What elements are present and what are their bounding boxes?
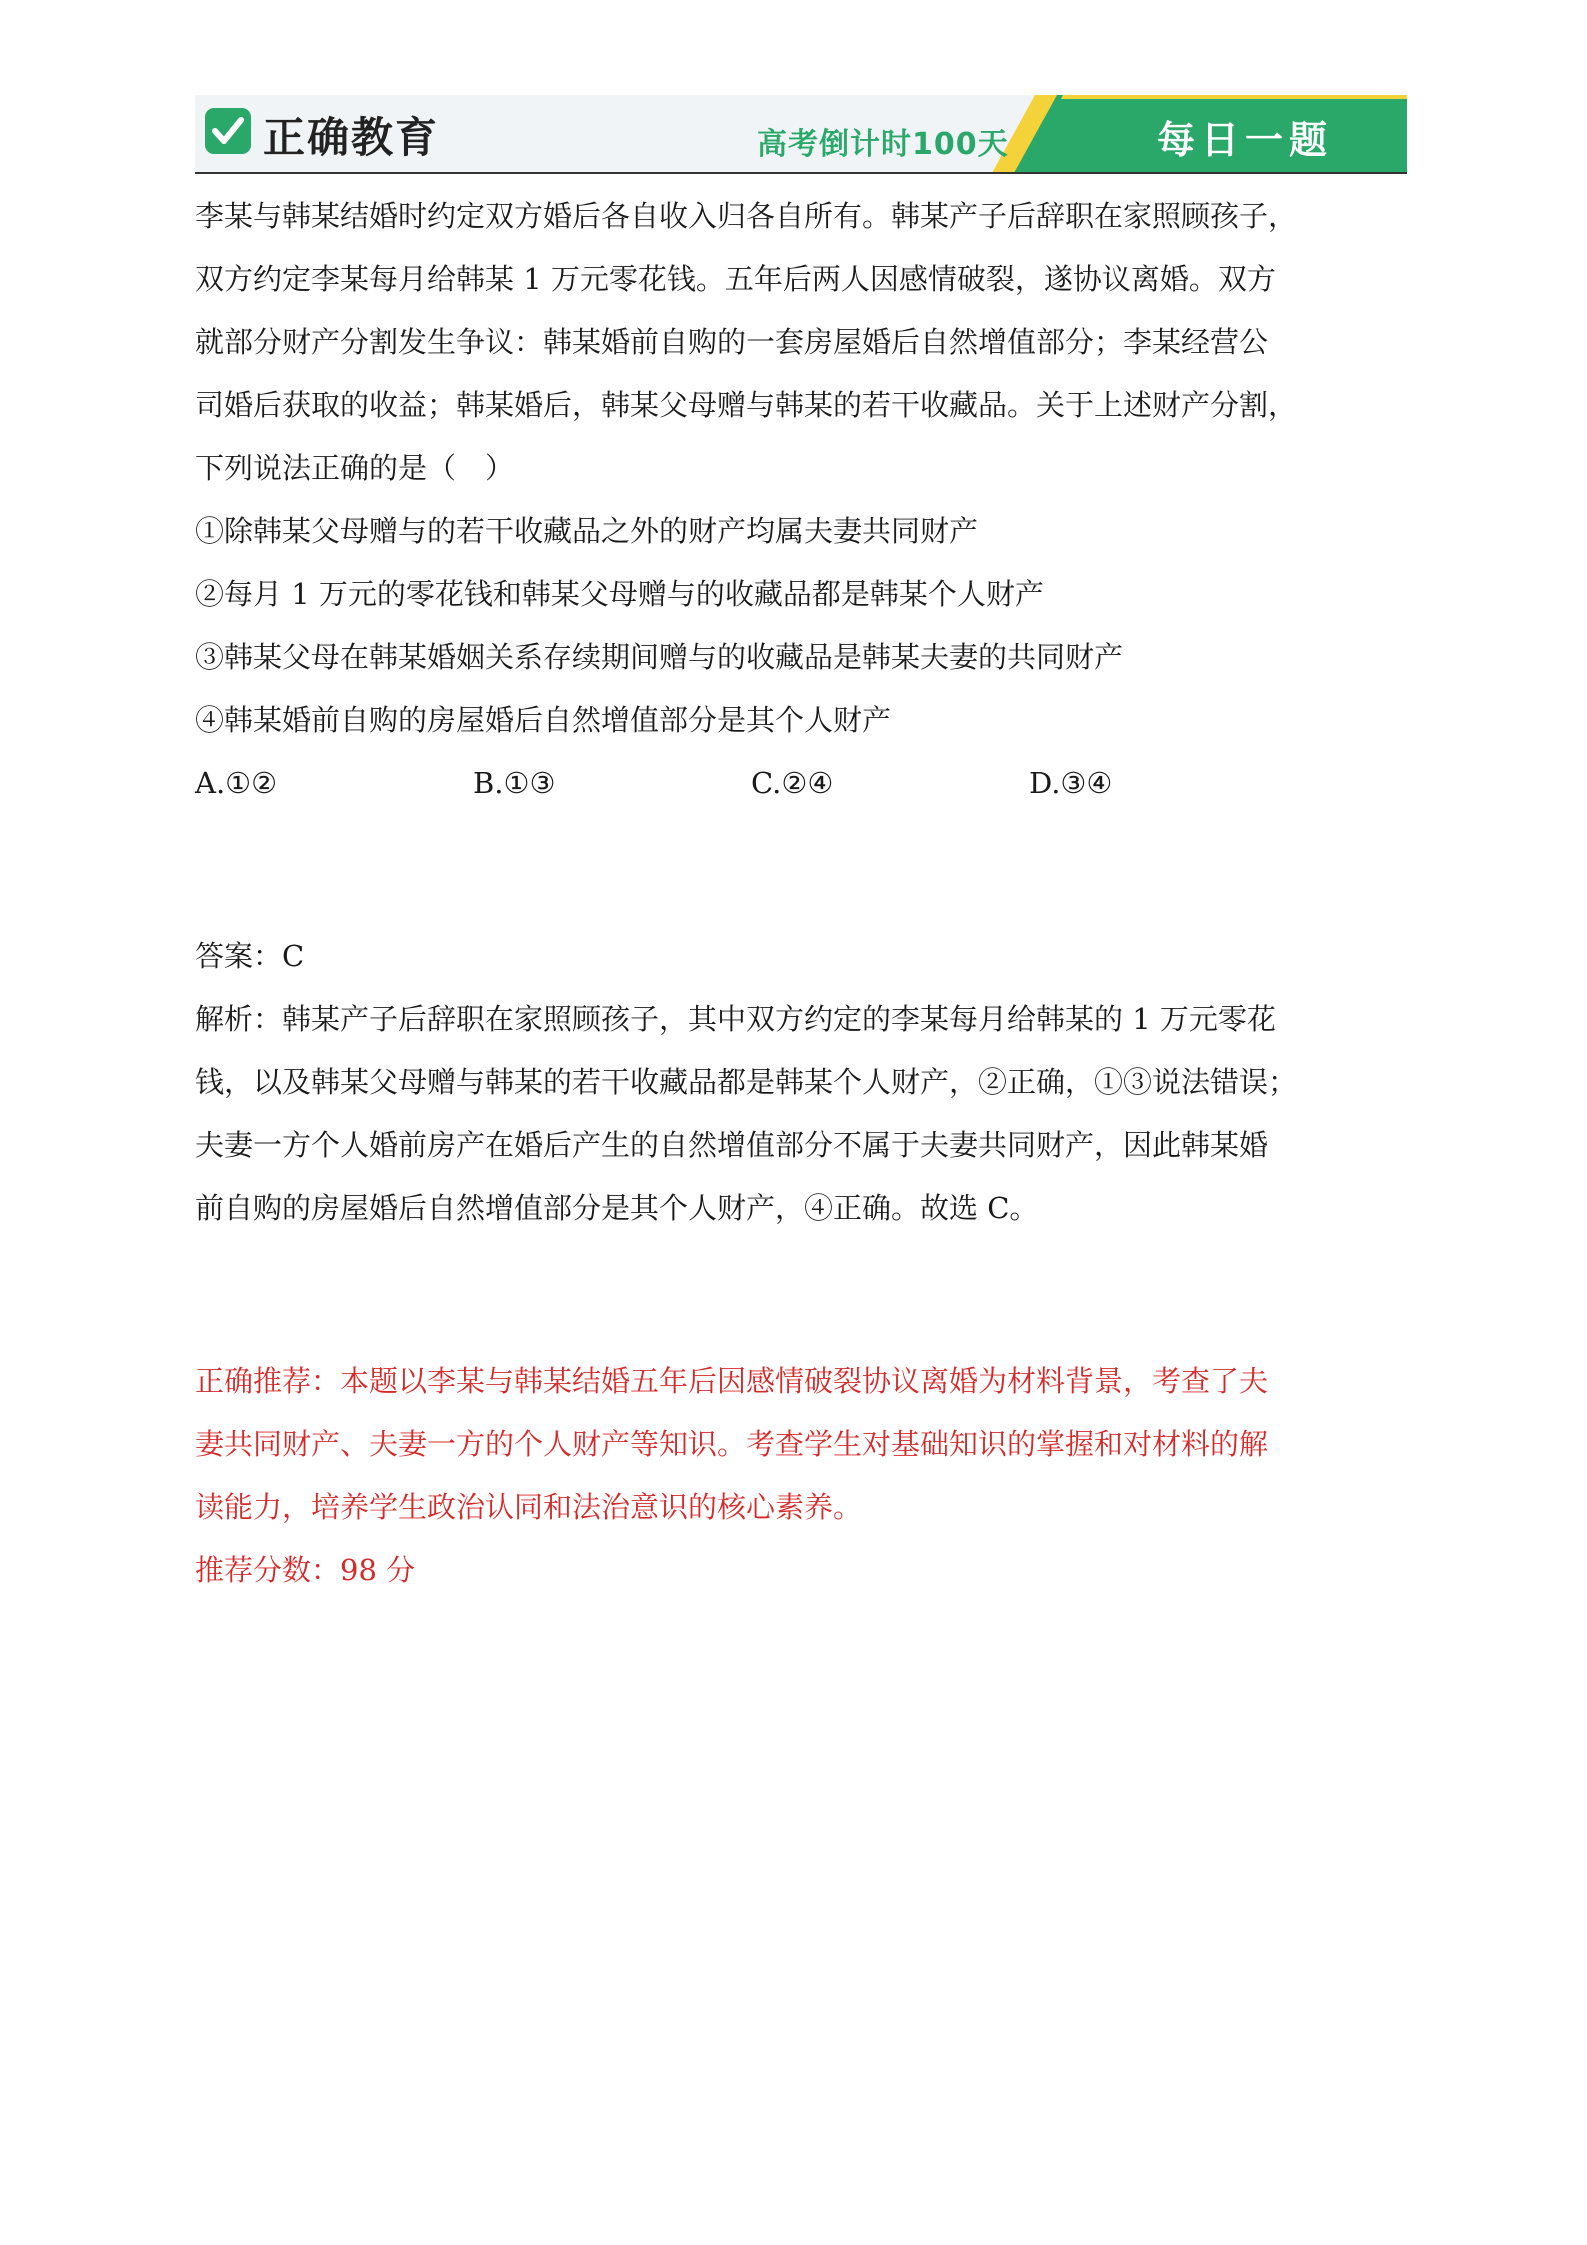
statement-item: ②每月 1 万元的零花钱和韩某父母赠与的收藏品都是韩某个人财产	[195, 577, 1044, 611]
stem-line: 就部分财产分割发生争议：韩某婚前自购的一套房屋婚后自然增值部分；李某经营公	[195, 325, 1269, 359]
answer-options	[195, 752, 1425, 815]
countdown-text: 高考倒计时100天	[757, 127, 1009, 162]
document-body	[195, 185, 1425, 1602]
recommendation-score: 推荐分数：98 分	[195, 1553, 416, 1587]
recommendation-line: 读能力，培养学生政治认同和法治意识的核心素养。	[195, 1490, 863, 1524]
spacer	[195, 1240, 1425, 1350]
check-icon	[205, 108, 251, 154]
recommendation-line: 正确推荐：本题以李某与韩某结婚五年后因感情破裂协议离婚为材料背景，考查了夫	[195, 1364, 1269, 1398]
daily-question-label: 每日一题	[1157, 118, 1334, 162]
statement-list	[195, 500, 1425, 752]
option-d: D.③④	[1029, 766, 1113, 800]
analysis-line: 解析：韩某产子后辞职在家照顾孩子，其中双方约定的李某每月给韩某的 1 万元零花	[195, 1002, 1276, 1036]
stem-line: 下列说法正确的是（ ）	[195, 451, 515, 485]
header-divider	[195, 172, 1407, 174]
question-stem	[195, 185, 1425, 500]
header-banner	[195, 95, 1407, 173]
analysis-line: 钱，以及韩某父母赠与韩某的若干收藏品都是韩某个人财产，②正确，①③说法错误；	[195, 1065, 1298, 1099]
recommendation-section	[195, 1350, 1425, 1602]
brand-name: 正确教育	[263, 113, 440, 162]
answer-section	[195, 925, 1425, 1240]
stem-line: 双方约定李某每月给韩某 1 万元零花钱。五年后两人因感情破裂，遂协议离婚。双方	[195, 262, 1276, 296]
statement-item: ③韩某父母在韩某婚姻关系存续期间赠与的收藏品是韩某夫妻的共同财产	[195, 640, 1124, 674]
option-c: C.②④	[751, 766, 834, 800]
option-a: A.①②	[195, 766, 278, 800]
statement-item: ①除韩某父母赠与的若干收藏品之外的财产均属夫妻共同财产	[195, 514, 979, 548]
stem-line: 李某与韩某结婚时约定双方婚后各自收入归各自所有。韩某产子后辞职在家照顾孩子，	[195, 199, 1298, 233]
recommendation-line: 妻共同财产、夫妻一方的个人财产等知识。考查学生对基础知识的掌握和对材料的解	[195, 1427, 1269, 1461]
spacer	[195, 815, 1425, 925]
analysis-line: 前自购的房屋婚后自然增值部分是其个人财产，④正确。故选 C。	[195, 1191, 1039, 1225]
option-b: B.①③	[473, 766, 556, 800]
analysis-line: 夫妻一方个人婚前房产在婚后产生的自然增值部分不属于夫妻共同财产，因此韩某婚	[195, 1128, 1269, 1162]
statement-item: ④韩某婚前自购的房屋婚后自然增值部分是其个人财产	[195, 703, 892, 737]
stem-line: 司婚后获取的收益；韩某婚后，韩某父母赠与韩某的若干收藏品。关于上述财产分割，	[195, 388, 1298, 422]
answer-line: 答案：C	[195, 939, 305, 973]
